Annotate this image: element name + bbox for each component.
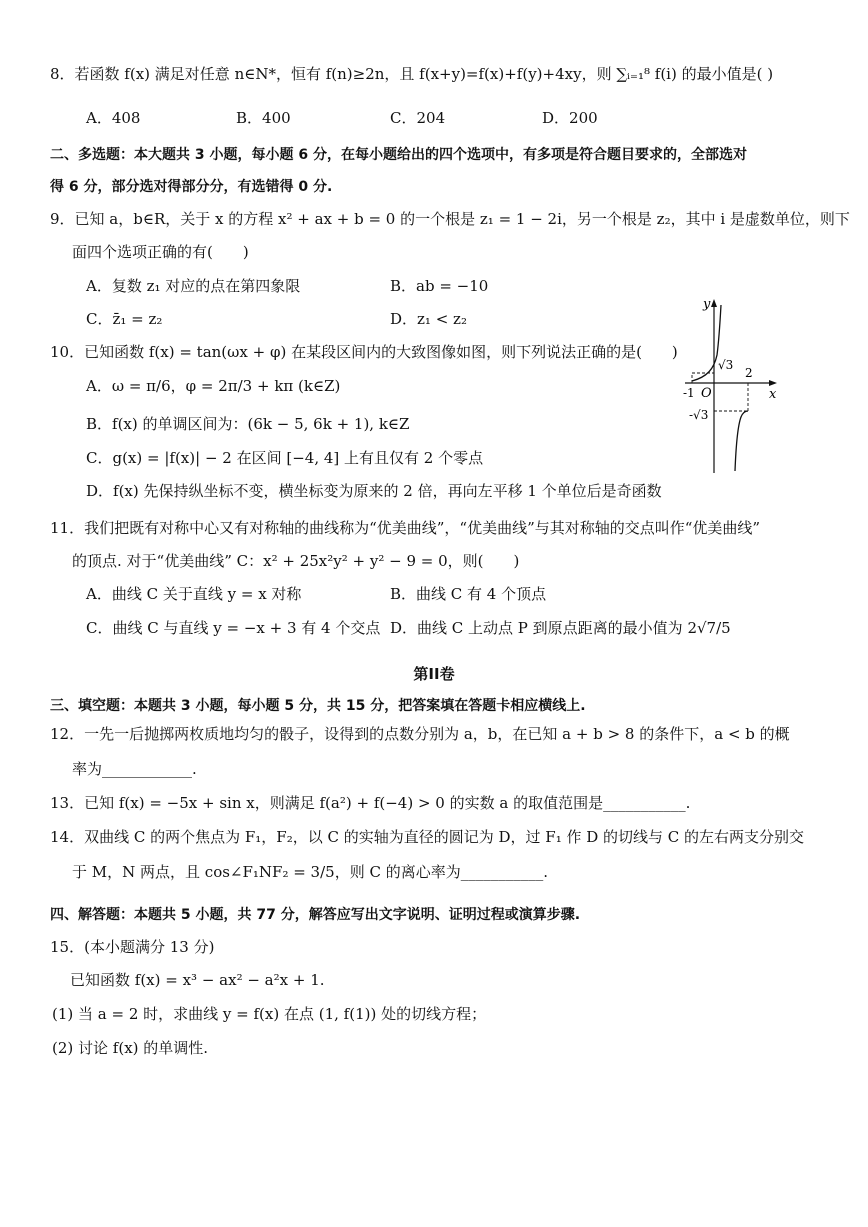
part2-title: 第II卷 [413,665,455,683]
q10-option-d: D．f(x) 先保持纵坐标不变，横坐标变为原来的 2 倍，再向左平移 1 个单位后是奇函数 [86,482,662,500]
graph-origin-label: O [701,386,712,401]
q13-stem: 13．已知 f(x) = −5x + sin x，则满足 f(a²) + f(−4) > 0 的实数 a 的取值范围是___________. [50,794,691,812]
q9-stem-line2: 面四个选项正确的有( ) [72,243,249,261]
graph-y-neg-label: -√3 [689,408,709,422]
q15-part2: (2) 讨论 f(x) 的单调性. [52,1039,209,1057]
q11-option-c: C．曲线 C 与直线 y = −x + 3 有 4 个交点 [86,619,381,637]
q11-stem-line2: 的顶点. 对于“优美曲线” C：x² + 25x²y² + y² − 9 = 0，则( ) [72,552,520,570]
section2-heading-line2: 得 6 分，部分选对得部分分，有选错得 0 分. [50,179,333,195]
q10-option-b: B．f(x) 的单调区间为：(6k − 5, 6k + 1), k∈Z [86,415,410,433]
q11-stem-line1: 11．我们把既有对称中心又有对称轴的曲线称为“优美曲线”，“优美曲线”与其对称轴的交点叫作“优美曲线” [50,519,761,537]
q12-stem-line2: 率为____________. [72,760,197,778]
q10-option-c: C．g(x) = |f(x)| − 2 在区间 [−4, 4] 上有且仅有 2 个零点 [86,449,484,467]
q9-option-d: D．z₁ < z₂ [390,310,467,328]
q12-stem-line1: 12．一先一后抛掷两枚质地均匀的骰子，设得到的点数分别为 a，b，在已知 a + b > 8 的条件下，a < b 的概 [50,725,790,743]
section3-heading: 三、填空题：本题共 3 小题，每小题 5 分，共 15 分，把答案填在答题卡相应横线上. [50,698,586,714]
graph-x-label: x [769,387,777,402]
q14-stem-line1: 14．双曲线 C 的两个焦点为 F₁，F₂，以 C 的实轴为直径的圆记为 D，过 F₁ 作 D 的切线与 C 的左右两支分别交 [50,828,805,846]
q11-option-d: D．曲线 C 上动点 P 到原点距离的最小值为 2√7/5 [390,619,731,637]
curve-branch-right [735,411,748,471]
q15-title: 15．(本小题满分 13 分) [50,938,215,956]
q10-option-a: A．ω = π/6，φ = 2π/3 + kπ (k∈Z) [86,377,341,395]
q15-part1: (1) 当 a = 2 时，求曲线 y = f(x) 在点 (1, f(1)) 处的切线方程； [52,1005,487,1023]
q14-stem-line2: 于 M，N 两点，且 cos∠F₁NF₂ = 3/5，则 C 的离心率为___________. [72,863,548,881]
q15-given: 已知函数 f(x) = x³ − ax² − a²x + 1. [70,971,325,989]
q10-tan-graph [655,295,785,475]
q8-option-c: C．204 [390,109,446,127]
q10-stem: 10．已知函数 f(x) = tan(ωx + φ) 在某段区间内的大致图像如图，则下列说法正确的是( ) [50,343,678,361]
curve-branch-left [692,305,721,381]
q9-stem-line1: 9．已知 a，b∈R，关于 x 的方程 x² + ax + b = 0 的一个根是 z₁ = 1 − 2i，另一个根是 z₂，其中 i 是虚数单位，则下 [50,210,850,228]
q9-option-b: B．ab = −10 [390,277,489,295]
graph-y-pos-label: √3 [718,358,734,372]
q11-option-b: B．曲线 C 有 4 个顶点 [390,585,547,603]
graph-x-neg-label: -1 [683,386,695,400]
graph-y-label: y [703,297,711,312]
y-axis-arrow [711,299,717,307]
q8-option-d: D．200 [542,109,598,127]
q11-option-a: A．曲线 C 关于直线 y = x 对称 [86,585,302,603]
q9-option-a: A．复数 z₁ 对应的点在第四象限 [86,277,301,295]
q9-option-c: C．z̄₁ = z₂ [86,310,163,328]
q8-option-b: B．400 [236,109,291,127]
x-axis-arrow [769,380,777,386]
graph-x-pos-label: 2 [745,366,753,380]
section4-heading: 四、解答题：本题共 5 小题，共 77 分，解答应写出文字说明、证明过程或演算步骤. [50,907,581,923]
section2-heading-line1: 二、多选题：本大题共 3 小题，每小题 6 分，在每小题给出的四个选项中，有多项是符合题目要求的，全部选对 [50,147,747,163]
q8-option-a: A．408 [86,109,141,127]
q8-stem: 8．若函数 f(x) 满足对任意 n∈N*，恒有 f(n)≥2n，且 f(x+y)=f(x)+f(y)+4xy，则 ∑ᵢ₌₁⁸ f(i) 的最小值是( ) [50,65,774,83]
